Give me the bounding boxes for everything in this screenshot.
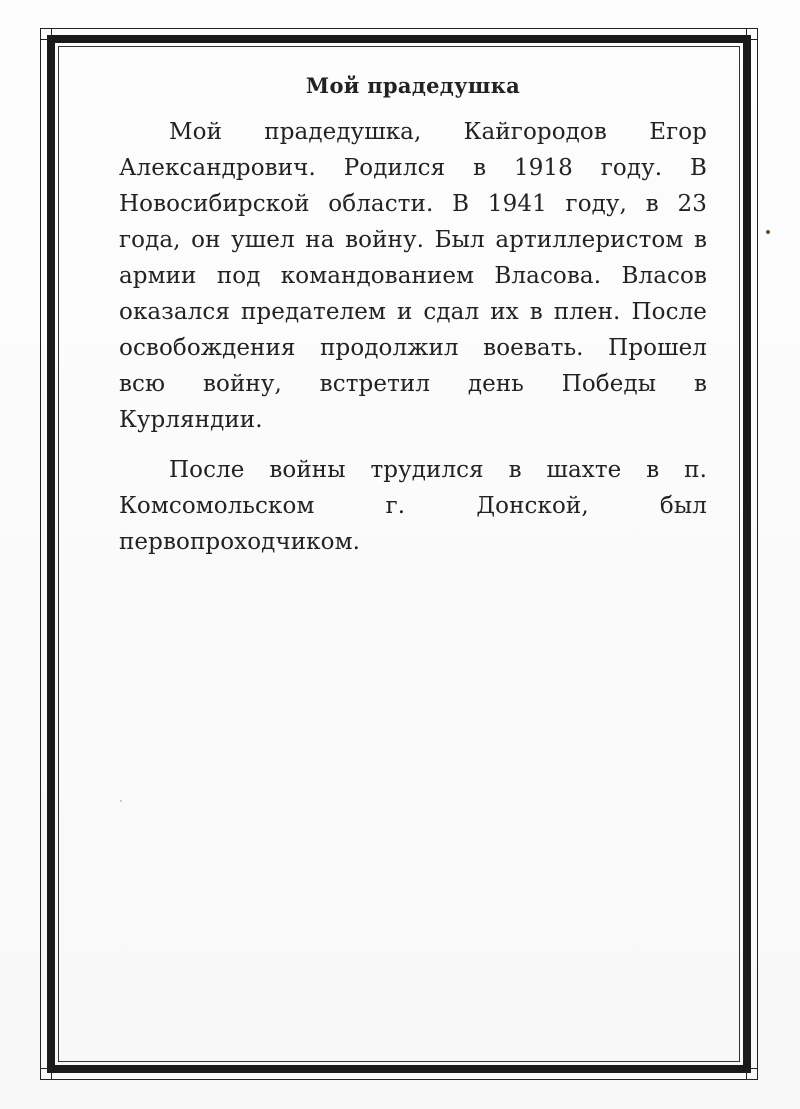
document-body	[119, 68, 707, 574]
paragraph-after-war: После войны трудился в шахте в п. Комсомольском г. Донской, был первопроходчиком.	[119, 457, 707, 555]
frame-corner-top-left	[40, 28, 52, 40]
frame-corner-bottom-left	[40, 1068, 52, 1080]
document-title: Мой прадедушка	[305, 73, 521, 98]
frame-corner-top-right	[746, 28, 758, 40]
scan-speck	[766, 230, 770, 234]
frame-corner-bottom-right	[746, 1068, 758, 1080]
paragraph-biography: Мой прадедушка, Кайгородов Егор Александрович. Родился в 1918 году. В Новосибирской области. В 1941 году, в 23 года, он ушел на войну. Был артиллеристом в армии под командованием Власова. Власов оказался предателем и сдал их в плен. После освобождения продолжил воевать. Прошел всю войну, встретил день Победы в Курляндии.	[119, 119, 707, 433]
scan-speck	[120, 800, 122, 802]
